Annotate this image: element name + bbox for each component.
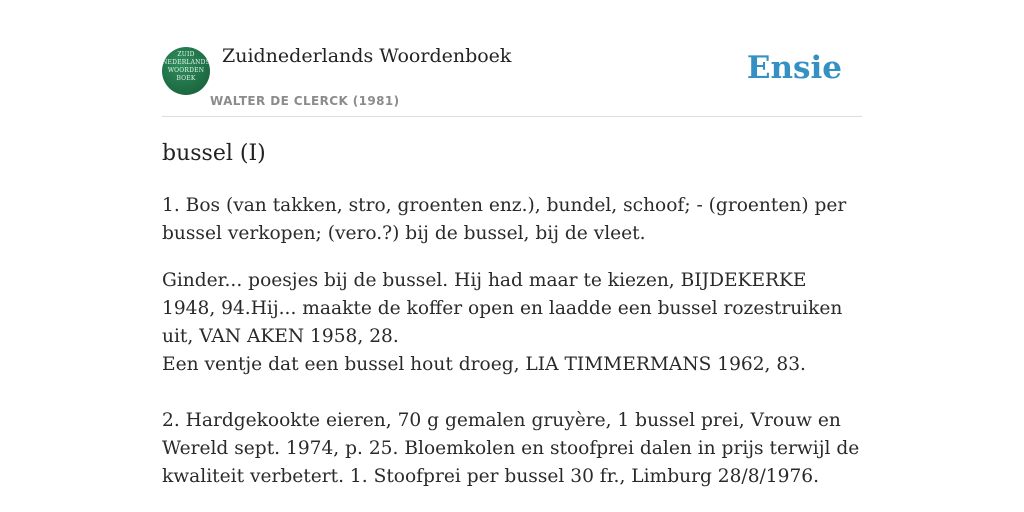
page-container [162,0,862,512]
entry-quotation: Ginder... poesjes bij de bussel. Hij had maar te kiezen, BIJDEKERKE 1948, 94.Hij... maakte de koffer open en laadde een bussel rozestruiken uit, VAN AKEN 1958, 28. [162,270,843,347]
logo-line: WOORDEN [167,67,205,74]
ensie-logo-link[interactable]: Ensie [746,50,842,86]
logo-line: NEDERLANDS [162,59,210,66]
entry-quotation: Een ventje dat een bussel hout droeg, LIA TIMMERMANS 1962, 83. [162,354,806,375]
logo-line: BOEK [176,75,196,82]
logo-lettering [162,51,210,83]
dictionary-header [162,0,862,117]
dictionary-logo[interactable] [162,47,210,95]
dictionary-title[interactable]: Zuidnederlands Woordenboek [222,45,512,67]
entry-definition: 1. Bos (van takken, stro, groenten enz.), bundel, schoof; - (groenten) per bussel verkopen; (vero.?) bij de bussel, bij de vleet. [162,195,847,244]
logo-line: ZUID [177,51,195,58]
entry-definition: 2. Hardgekookte eieren, 70 g gemalen gruyère, 1 bussel prei, Vrouw en Wereld sept. 1974, p. 25. Bloemkolen en stoofprei dalen in prijs terwijl de kwaliteit verbetert. 1. Stoofprei per bussel 30 fr., Limburg 28/8/1976. [162,410,860,487]
entry-headword: bussel (I) [162,141,266,166]
dictionary-author: WALTER DE CLERCK (1981) [210,94,400,108]
